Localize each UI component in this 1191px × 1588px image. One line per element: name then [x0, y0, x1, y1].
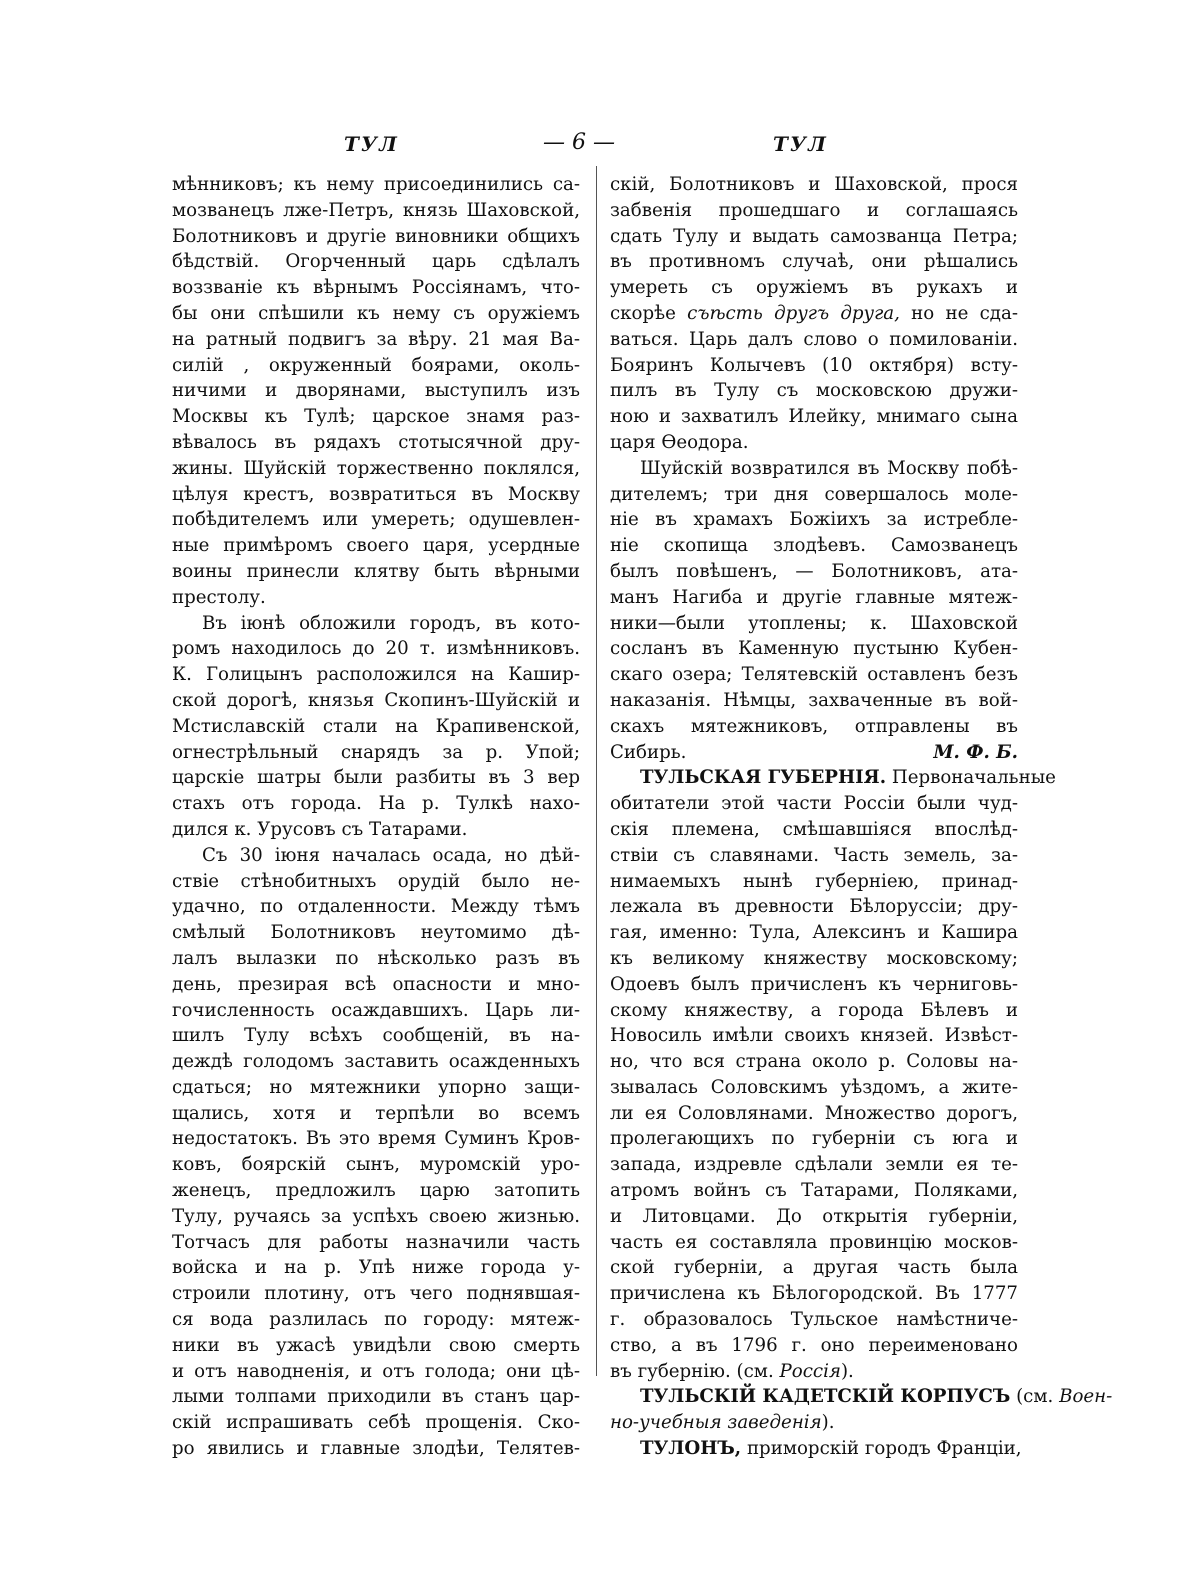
left-column — [172, 172, 580, 1462]
text-line: причислена къ Бѣлогородской. Въ 1777 — [610, 1283, 1018, 1305]
text-run: въ губернію. (см. — [610, 1360, 774, 1382]
signature-line — [610, 740, 1018, 766]
text-line: скія племена, смѣшавшіяся впослѣд- — [610, 818, 1018, 840]
cross-reference[interactable]: но-учебныя заведенія — [610, 1412, 822, 1434]
text-line: и отъ наводненія, и отъ голода; они цѣ- — [172, 1360, 580, 1382]
text-line: силій , окруженный боярами, околь- — [172, 354, 580, 376]
text-line-mixed — [610, 1359, 1018, 1385]
text-run: (см. — [1016, 1386, 1054, 1408]
text-line: гочисленность осаждавшихъ. Царь ли- — [172, 999, 580, 1021]
text-line: пролегающихъ по губерніи съ юга и — [610, 1128, 1018, 1150]
text-line: Шуйскій возвратился въ Москву побѣ- — [640, 457, 1018, 479]
text-line: скій, Болотниковъ и Шаховской, прося — [610, 174, 1018, 195]
entry-head-line — [610, 1384, 1113, 1410]
cross-reference[interactable]: Воен- — [1059, 1386, 1113, 1408]
text-line: ники—были утоплены; к. Шаховской — [610, 612, 1018, 634]
text-line: щались, хотя и терпѣли во всемъ — [172, 1102, 580, 1124]
text-line: воззваніе къ вѣрнымъ Россіянамъ, что- — [172, 277, 580, 299]
running-head-right: ТУЛ — [773, 132, 828, 156]
entry-title: ТУЛОНЪ, — [640, 1438, 742, 1460]
text-line: побѣдителемъ или умереть; одушевлен- — [172, 509, 580, 531]
text-line: запада, издревле сдѣлали земли ея те- — [610, 1154, 1018, 1176]
italic-phrase: съѣсть другъ друга, — [687, 302, 900, 324]
text-line: войска и на р. Упѣ ниже города у- — [172, 1257, 580, 1279]
text-line: г. образовалось Тульское намѣстниче- — [610, 1309, 1018, 1331]
text-run: ). — [821, 1412, 835, 1434]
entry-title: ТУЛЬСКІЙ КАДЕТСКІЙ КОРПУСЪ — [640, 1386, 1011, 1408]
text-line: ные примѣромъ своего царя, усердные — [172, 535, 580, 557]
text-line: смѣлый Болотниковъ неутомимо дѣ- — [172, 922, 580, 944]
text-line: мѣнниковъ; къ нему присоединились са- — [172, 174, 580, 195]
text-line: Въ іюнѣ обложили городъ, въ кото- — [202, 612, 580, 634]
text-line: забвенія прошедшаго и соглашаясь — [610, 199, 1018, 221]
text-line: скій испрашивать себѣ прощенія. Ско- — [172, 1412, 580, 1434]
text-line: царскіе шатры были разбиты въ 3 вер — [172, 767, 580, 789]
text-line: Бояринъ Колычевъ (10 октября) всту- — [610, 354, 1018, 376]
text-line: огнестрѣльный снарядъ за р. Упой; — [172, 741, 580, 763]
column-divider — [596, 166, 597, 1376]
text-line: но, что вся страна около р. Соловы на- — [610, 1051, 1018, 1073]
entry-head-line — [610, 1436, 1022, 1462]
text-line: на ратный подвигъ за вѣру. 21 мая Ва- — [172, 328, 580, 350]
text-line: ромъ находилось до 20 т. измѣнниковъ. — [172, 638, 580, 660]
text-line: Одоевъ былъ причисленъ къ черниговь- — [610, 973, 1018, 995]
running-head-left: ТУЛ — [344, 132, 399, 156]
text-line: ною и захватилъ Илейку, мнимаго сына — [610, 406, 1018, 428]
text-line: сдаться; но мятежники упорно защи- — [172, 1076, 580, 1098]
text-line: воины принесли клятву быть вѣрными — [172, 560, 580, 582]
text-run: приморскій городъ Франціи, — [746, 1438, 1022, 1460]
text-line: деждѣ голодомъ заставить осажденныхъ — [172, 1051, 580, 1073]
text-line: бы они спѣшили къ нему съ оружіемъ — [172, 302, 580, 324]
text-run: Сибирь. — [610, 741, 687, 763]
entry-title: ТУЛЬСКАЯ ГУБЕРНІЯ. — [640, 767, 887, 789]
text-line: обитатели этой части Россіи были чуд- — [610, 793, 1018, 815]
entry-head-line — [610, 765, 1056, 791]
text-run: скорѣе — [610, 302, 676, 324]
text-line: скаго озера; Телятевскій оставленъ безъ — [610, 664, 1018, 686]
author-initials: М. Ф. Б. — [933, 741, 1018, 763]
text-line: строили плотину, отъ чего поднявшая- — [172, 1283, 580, 1305]
text-line: къ великому княжеству московскому; — [610, 947, 1018, 969]
text-run: ). — [840, 1360, 854, 1382]
text-line: сосланъ въ Каменную пустыню Кубен- — [610, 638, 1018, 660]
text-run: Первоначальные — [891, 767, 1056, 789]
text-line: ство, а въ 1796 г. оно переименовано — [610, 1334, 1018, 1356]
text-line: зывалась Соловскимъ уѣздомъ, а жите- — [610, 1076, 1018, 1098]
right-column — [610, 172, 1113, 1462]
text-line: скому княжеству, а города Бѣлевъ и — [610, 999, 1018, 1021]
text-line: нимаемыхъ нынѣ губерніею, принад- — [610, 870, 1018, 892]
text-line: лежала въ древности Бѣлоруссіи; дру- — [610, 896, 1018, 918]
text-line: Мстиславскій стали на Крапивенской, — [172, 715, 580, 737]
text-line: ской губерніи, а другая часть была — [610, 1257, 1018, 1279]
text-line: женецъ, предложилъ царю затопить — [172, 1180, 580, 1202]
text-line: Тулу, ручаясь за успѣхъ своею жизнью. — [172, 1205, 580, 1227]
text-line: цѣлуя крестъ, возвратиться въ Москву — [172, 483, 580, 505]
text-line: ничими и дворянами, выступилъ изъ — [172, 380, 580, 402]
text-line: день, презирая всѣ опасности и мно- — [172, 973, 580, 995]
text-line: царя Ѳеодора. — [610, 431, 749, 453]
text-line: ро явились и главные злодѣи, Телятев- — [172, 1438, 580, 1460]
text-line: ніе скопища злодѣевъ. Самозванецъ — [610, 535, 1018, 557]
page-header — [0, 132, 1191, 164]
text-line: К. Голицынъ расположился на Кашир- — [172, 664, 580, 686]
text-line: ся вода разлилась по городу: мятеж- — [172, 1309, 580, 1331]
text-line: удачно, по отдаленности. Между тѣмъ — [172, 896, 580, 918]
text-line: умереть съ оружіемъ въ рукахъ и — [610, 277, 1018, 299]
text-line: часть ея составляла провинцію москов- — [610, 1231, 1018, 1253]
text-line-mixed — [610, 1410, 1018, 1436]
text-line: и Литовцами. До открытія губерніи, — [610, 1205, 1018, 1227]
text-line: жины. Шуйскій торжественно поклялся, — [172, 457, 580, 479]
text-line: Москвы къ Тулѣ; царское знамя раз- — [172, 406, 580, 428]
text-line: шилъ Тулу всѣхъ сообщеній, въ на- — [172, 1025, 580, 1047]
text-line: мозванецъ лже-Петръ, князь Шаховской, — [172, 199, 580, 221]
cross-reference[interactable]: Россія — [779, 1360, 841, 1382]
text-line: ваться. Царь далъ слово о помилованіи. — [610, 328, 1018, 350]
text-line: ствіе стѣнобитныхъ орудій было не- — [172, 870, 580, 892]
text-line: вѣвалось въ рядахъ стотысячной дру- — [172, 431, 580, 453]
text-line: дился к. Урусовъ съ Татарами. — [172, 818, 468, 840]
text-line: стахъ отъ города. На р. Тулкѣ нахо- — [172, 793, 580, 815]
text-line: дителемъ; три дня совершалось моле- — [610, 483, 1018, 505]
text-line: наказанія. Нѣмцы, захваченные въ вой- — [610, 689, 1018, 711]
text-line: Болотниковъ и другіе виновники общихъ — [172, 225, 580, 247]
text-line: ніе въ храмахъ Божіихъ за истребле- — [610, 509, 1018, 531]
text-line: гая, именно: Тула, Алексинъ и Кашира — [610, 922, 1018, 944]
text-line: скахъ мятежниковъ, отправлены въ — [610, 715, 1018, 737]
text-line: недостатокъ. Въ это время Суминъ Кров- — [172, 1128, 580, 1150]
text-line: Тотчасъ для работы назначили часть — [172, 1231, 580, 1253]
text-line: ской дорогѣ, князья Скопинъ-Шуйскій и — [172, 689, 580, 711]
text-line: Съ 30 іюня началась осада, но дѣй- — [202, 844, 580, 866]
text-line-mixed — [610, 301, 1018, 327]
text-line: Новосиль имѣли своихъ князей. Извѣст- — [610, 1025, 1018, 1047]
text-line: манъ Нагиба и другіе главные мятеж- — [610, 586, 1018, 608]
text-line: въ противномъ случаѣ, они рѣшались — [610, 251, 1018, 273]
text-line: ники въ ужасѣ увидѣли свою смерть — [172, 1334, 580, 1356]
text-line: бѣдствій. Огорченный царь сдѣлалъ — [172, 251, 580, 273]
text-line: лалъ вылазки по нѣсколько разъ въ — [172, 947, 580, 969]
text-line: сдать Тулу и выдать самозванца Петра; — [610, 225, 1018, 247]
text-line: престолу. — [172, 586, 266, 608]
text-line: ли ея Соловлянами. Множество дорогъ, — [610, 1102, 1018, 1124]
text-line: атромъ войнъ съ Татарами, Поляками, — [610, 1180, 1018, 1202]
page-number: — 6 — — [543, 130, 615, 155]
text-line: пилъ въ Тулу съ московскою дружи- — [610, 380, 1018, 402]
text-line: ковъ, боярскій сынъ, муромскій уро- — [172, 1154, 580, 1176]
text-line: ствіи съ славянами. Часть земель, за- — [610, 844, 1018, 866]
text-run: но не сда- — [911, 302, 1018, 324]
text-line: лыми толпами приходили въ станъ цар- — [172, 1386, 580, 1408]
text-line: былъ повѣшенъ, — Болотниковъ, ата- — [610, 560, 1018, 582]
